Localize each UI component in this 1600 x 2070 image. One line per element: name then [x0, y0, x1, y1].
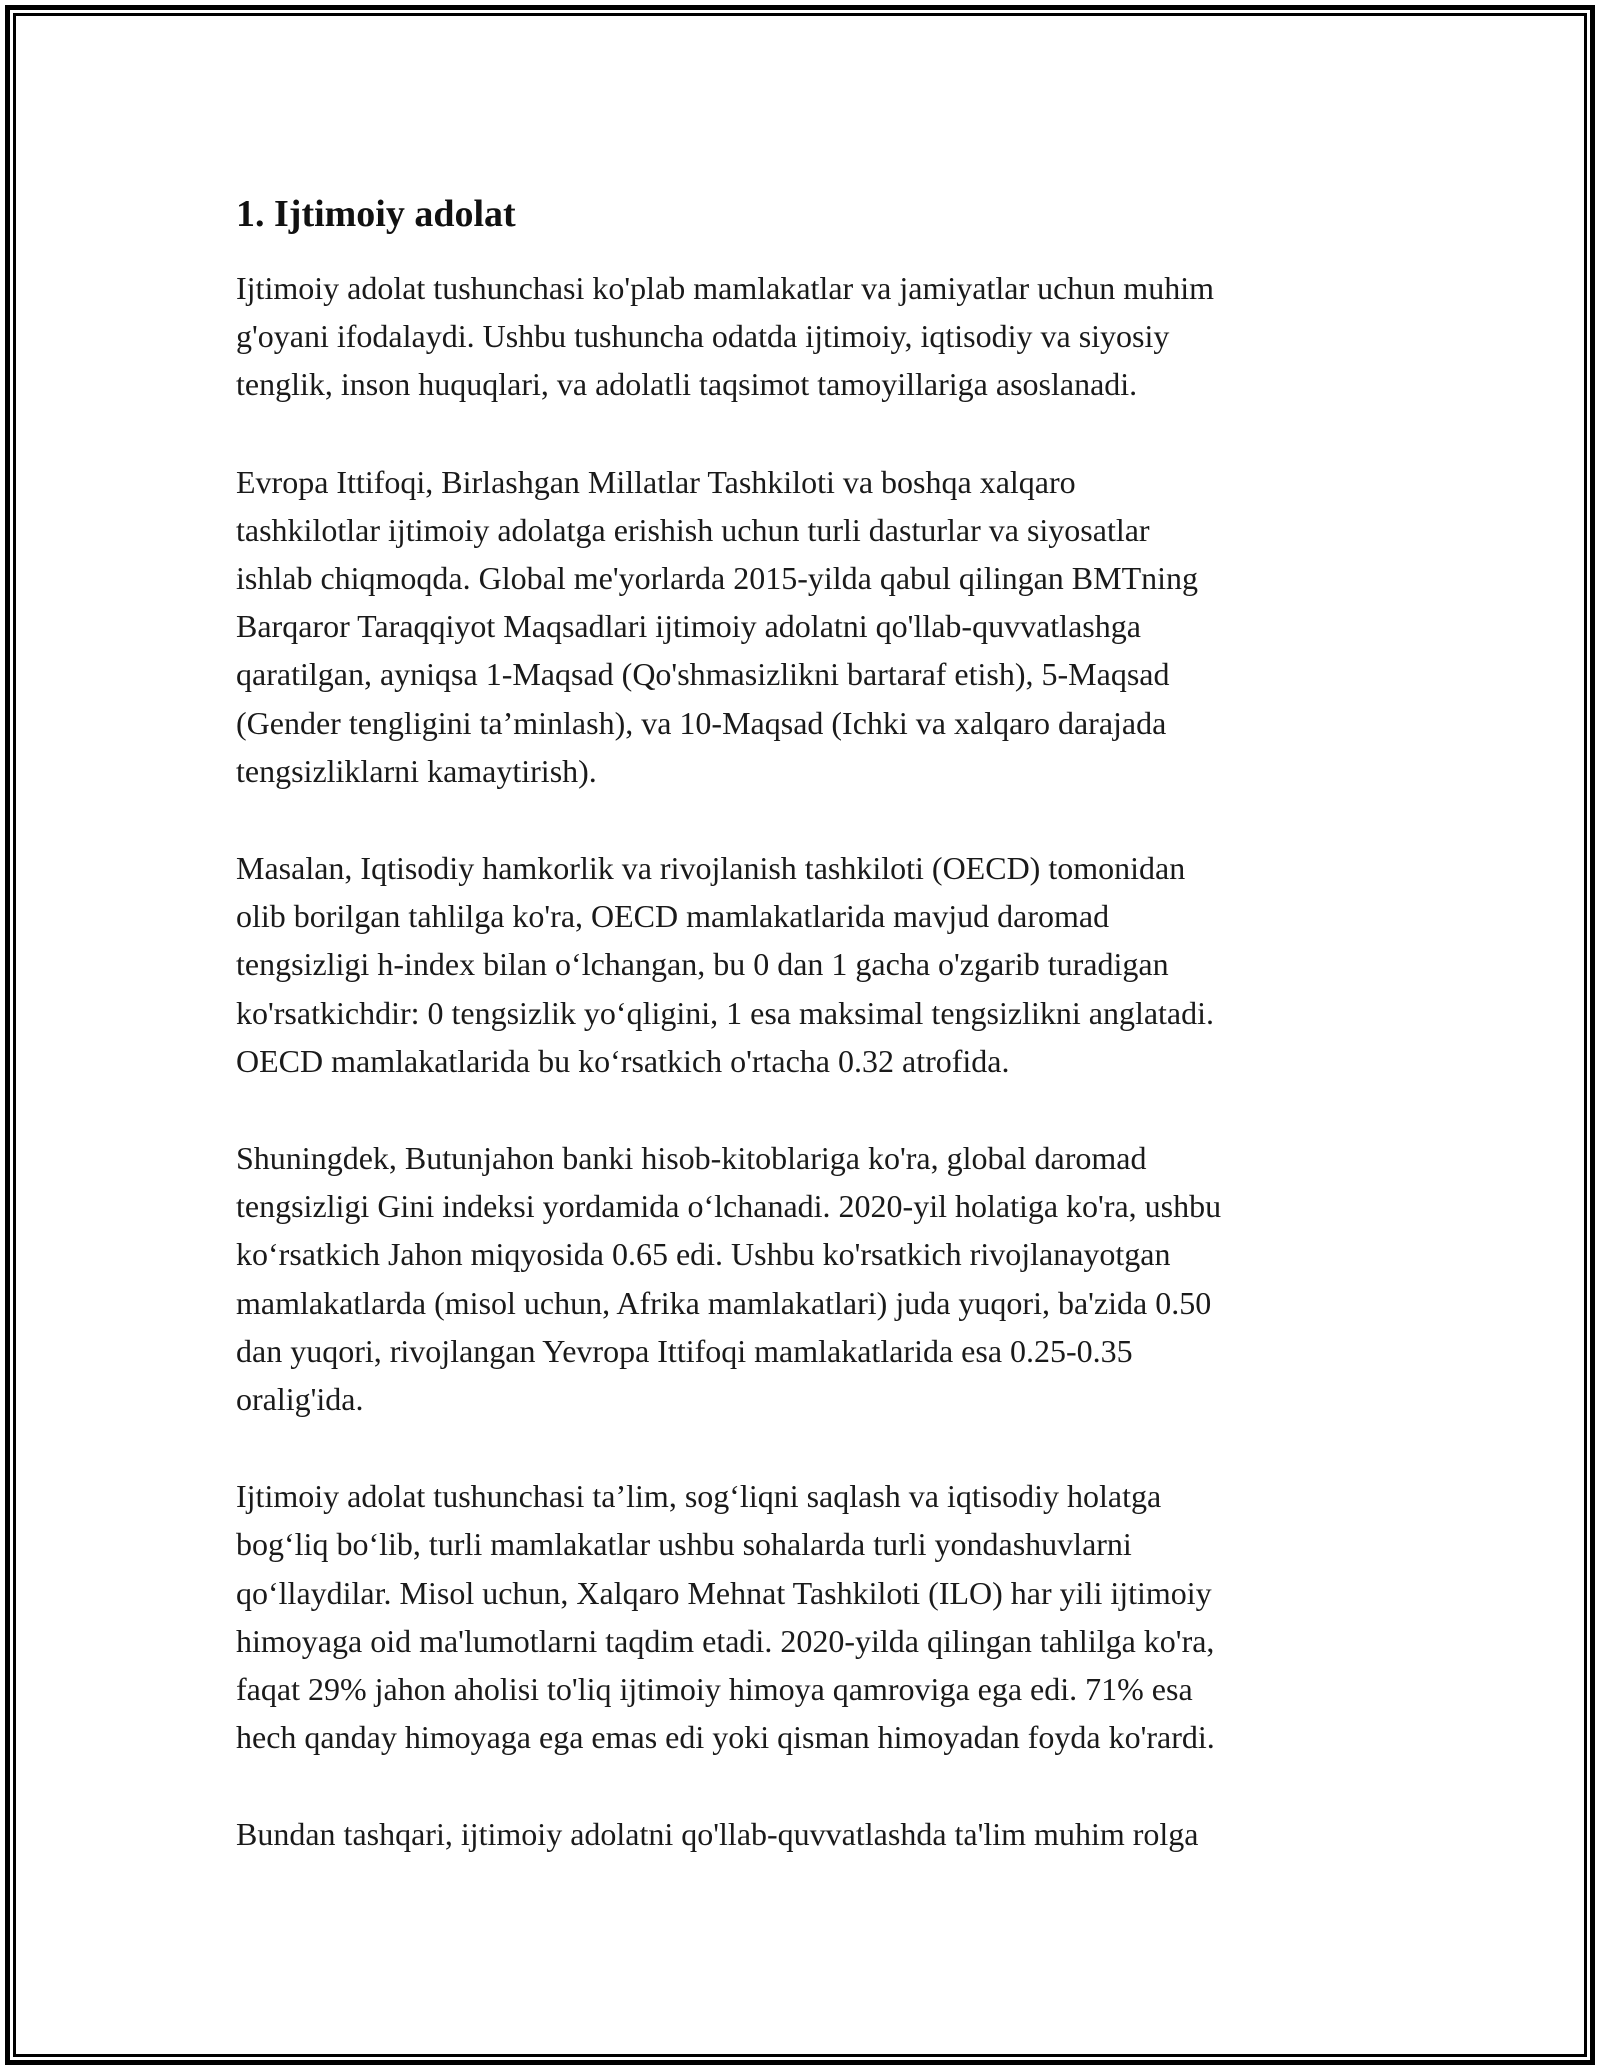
paragraph-line: ko‘rsatkich Jahon miqyosida 0.65 edi. Ushbu ko'rsatkich rivojlanayotgan [236, 1236, 1171, 1273]
paragraph [236, 264, 1371, 409]
paragraph [236, 1472, 1371, 1761]
paragraph-line: Barqaror Taraqqiyot Maqsadlari ijtimoiy adolatni qo'llab-quvvatlashga [236, 608, 1141, 645]
document-page [236, 188, 1371, 1908]
paragraph [236, 1810, 1371, 1858]
paragraph-line: bog‘liq bo‘lib, turli mamlakatlar ushbu sohalarda turli yondashuvlarni [236, 1526, 1132, 1563]
paragraph-line: Shuningdek, Butunjahon banki hisob-kitoblariga ko'ra, global daromad [236, 1140, 1147, 1177]
paragraph-line: Evropa Ittifoqi, Birlashgan Millatlar Tashkiloti va boshqa xalqaro [236, 463, 1076, 500]
paragraph [236, 1134, 1371, 1423]
paragraph-line: ko'rsatkichdir: 0 tengsizlik yo‘qligini, 1 esa maksimal tengsizlikni anglatadi. [236, 994, 1215, 1031]
paragraph-line: g'oyani ifodalaydi. Ushbu tushuncha odatda ijtimoiy, iqtisodiy va siyosiy [236, 318, 1170, 355]
paragraph-line: tengsizligi h-index bilan o‘lchangan, bu 0 dan 1 gacha o'zgarib turadigan [236, 946, 1169, 983]
paragraph-line: olib borilgan tahlilga ko'ra, OECD mamlakatlarida mavjud daromad [236, 898, 1110, 935]
paragraph-line: dan yuqori, rivojlangan Yevropa Ittifoqi mamlakatlarida esa 0.25-0.35 [236, 1332, 1133, 1369]
paragraph-line: oralig'ida. [236, 1381, 364, 1418]
paragraph-line: faqat 29% jahon aholisi to'liq ijtimoiy himoya qamroviga ega edi. 71% esa [236, 1671, 1193, 1708]
paragraph-line: (Gender tengligini ta’minlash), va 10-Maqsad (Ichki va xalqaro darajada [236, 704, 1167, 741]
paragraph-line: qaratilgan, ayniqsa 1-Maqsad (Qo'shmasizlikni bartaraf etish), 5-Maqsad [236, 656, 1170, 693]
paragraph-line: qo‘llaydilar. Misol uchun, Xalqaro Mehnat Tashkiloti (ILO) har yili ijtimoiy [236, 1574, 1212, 1611]
paragraph-line: Masalan, Iqtisodiy hamkorlik va rivojlanish tashkiloti (OECD) tomonidan [236, 850, 1186, 887]
paragraph-line: OECD mamlakatlarida bu ko‘rsatkich o'rtacha 0.32 atrofida. [236, 1042, 1010, 1079]
paragraph-line: himoyaga oid ma'lumotlarni taqdim etadi. 2020-yilda qilingan tahlilga ko'ra, [236, 1622, 1215, 1659]
paragraph-line: mamlakatlarda (misol uchun, Afrika mamlakatlari) juda yuqori, ba'zida 0.50 [236, 1284, 1212, 1321]
paragraph-line: Ijtimoiy adolat tushunchasi ta’lim, sog‘liqni saqlash va iqtisodiy holatga [236, 1478, 1162, 1515]
paragraph [236, 458, 1371, 795]
section-heading: 1. Ijtimoiy adolat [236, 193, 516, 235]
document-body [236, 264, 1371, 1859]
paragraph-line: tashkilotlar ijtimoiy adolatga erishish uchun turli dasturlar va siyosatlar [236, 511, 1150, 548]
paragraph-line: Ijtimoiy adolat tushunchasi ko'plab mamlakatlar va jamiyatlar uchun muhim [236, 270, 1214, 306]
paragraph-line: Bundan tashqari, ijtimoiy adolatni qo'llab-quvvatlashda ta'lim muhim rolga [236, 1816, 1199, 1853]
paragraph [236, 844, 1371, 1085]
paragraph-line: hech qanday himoyaga ega emas edi yoki qisman himoyadan foyda ko'rardi. [236, 1719, 1215, 1756]
paragraph-line: tenglik, inson huquqlari, va adolatli taqsimot tamoyillariga asoslanadi. [236, 366, 1138, 403]
paragraph-line: ishlab chiqmoqda. Global me'yorlarda 2015-yilda qabul qilingan BMTning [236, 560, 1199, 597]
paragraph-line: tengsizliklarni kamaytirish). [236, 752, 597, 789]
paragraph-line: tengsizligi Gini indeksi yordamida o‘lchanadi. 2020-yil holatiga ko'ra, ushbu [236, 1188, 1222, 1225]
